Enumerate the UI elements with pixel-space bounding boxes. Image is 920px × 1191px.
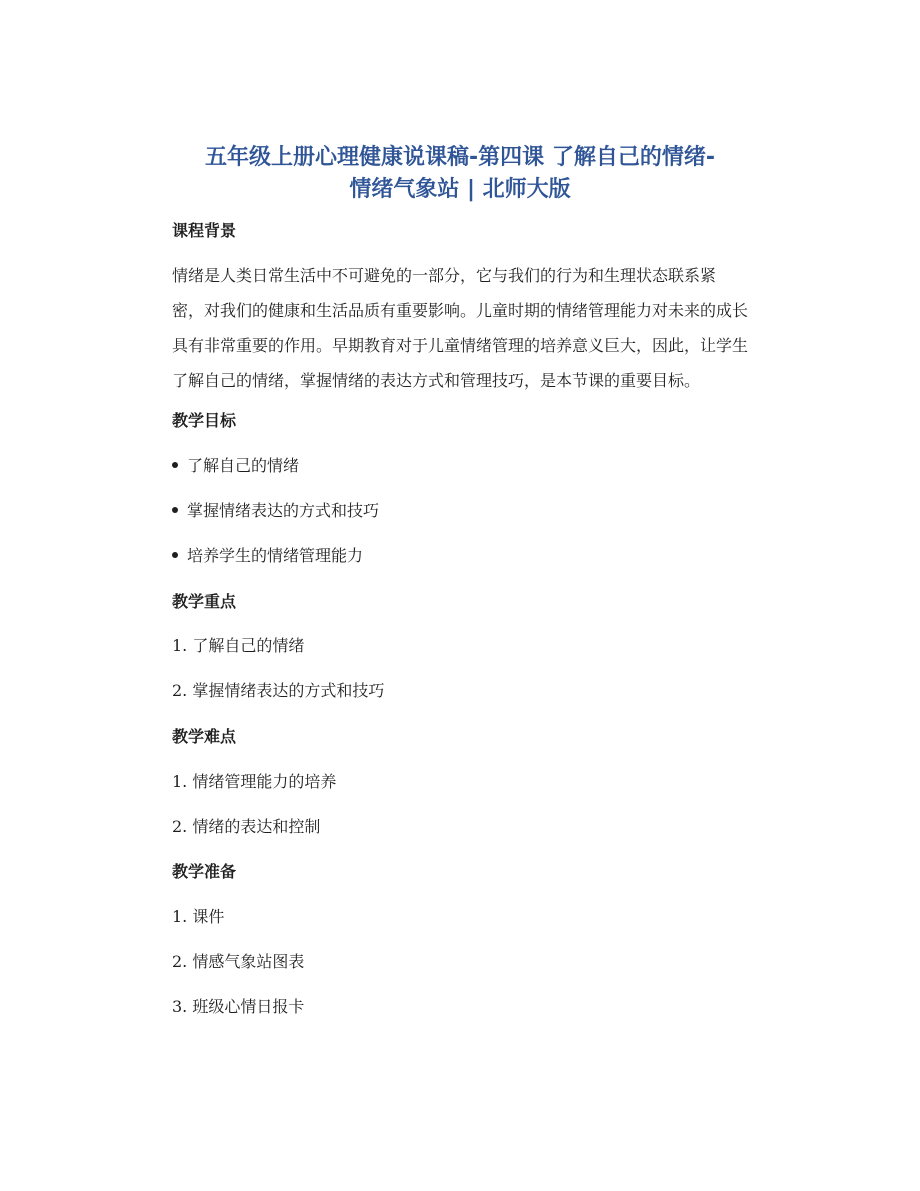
- heading-difficulties: 教学难点: [172, 727, 237, 746]
- heading-key-points: 教学重点: [172, 592, 237, 611]
- key-point-item: 2. 掌握情绪表达的方式和技巧: [172, 681, 385, 700]
- heading-background: 课程背景: [172, 221, 237, 240]
- heading-preparation: 教学准备: [172, 862, 237, 881]
- goal-item-text: 了解自己的情绪: [187, 456, 300, 475]
- goal-item: [172, 455, 299, 477]
- difficulty-item: 1. 情绪管理能力的培养: [172, 772, 337, 791]
- bullet-icon: [172, 552, 178, 558]
- bullet-icon: [172, 462, 178, 468]
- difficulty-item: 2. 情绪的表达和控制: [172, 817, 321, 836]
- document-title: [150, 142, 770, 206]
- background-paragraph: [172, 258, 750, 398]
- bullet-icon: [172, 507, 178, 513]
- key-point-item: 1. 了解自己的情绪: [172, 636, 305, 655]
- paragraph-line: 了解自己的情绪，掌握情绪的表达方式和管理技巧，是本节课的重要目标。: [172, 371, 701, 390]
- goal-item-text: 培养学生的情绪管理能力: [187, 546, 364, 565]
- preparation-item: 1. 课件: [172, 907, 225, 926]
- title-line-1: 五年级上册心理健康说课稿-第四课 了解自己的情绪-: [205, 145, 715, 170]
- paragraph-line: 具有非常重要的作用。早期教育对于儿童情绪管理的培养意义巨大，因此，让学生: [172, 336, 749, 355]
- paragraph-line: 密，对我们的健康和生活品质有重要影响。儿童时期的情绪管理能力对未来的成长: [172, 301, 749, 320]
- goal-item: [172, 500, 379, 522]
- goal-item-text: 掌握情绪表达的方式和技巧: [187, 501, 380, 520]
- preparation-item: 3. 班级心情日报卡: [172, 997, 305, 1016]
- paragraph-line: 情绪是人类日常生活中不可避免的一部分，它与我们的行为和生理状态联系紧: [172, 266, 717, 285]
- title-line-2: 情绪气象站 | 北师大版: [349, 177, 571, 202]
- preparation-item: 2. 情感气象站图表: [172, 952, 305, 971]
- heading-goals: 教学目标: [172, 411, 237, 430]
- goal-item: [172, 545, 363, 567]
